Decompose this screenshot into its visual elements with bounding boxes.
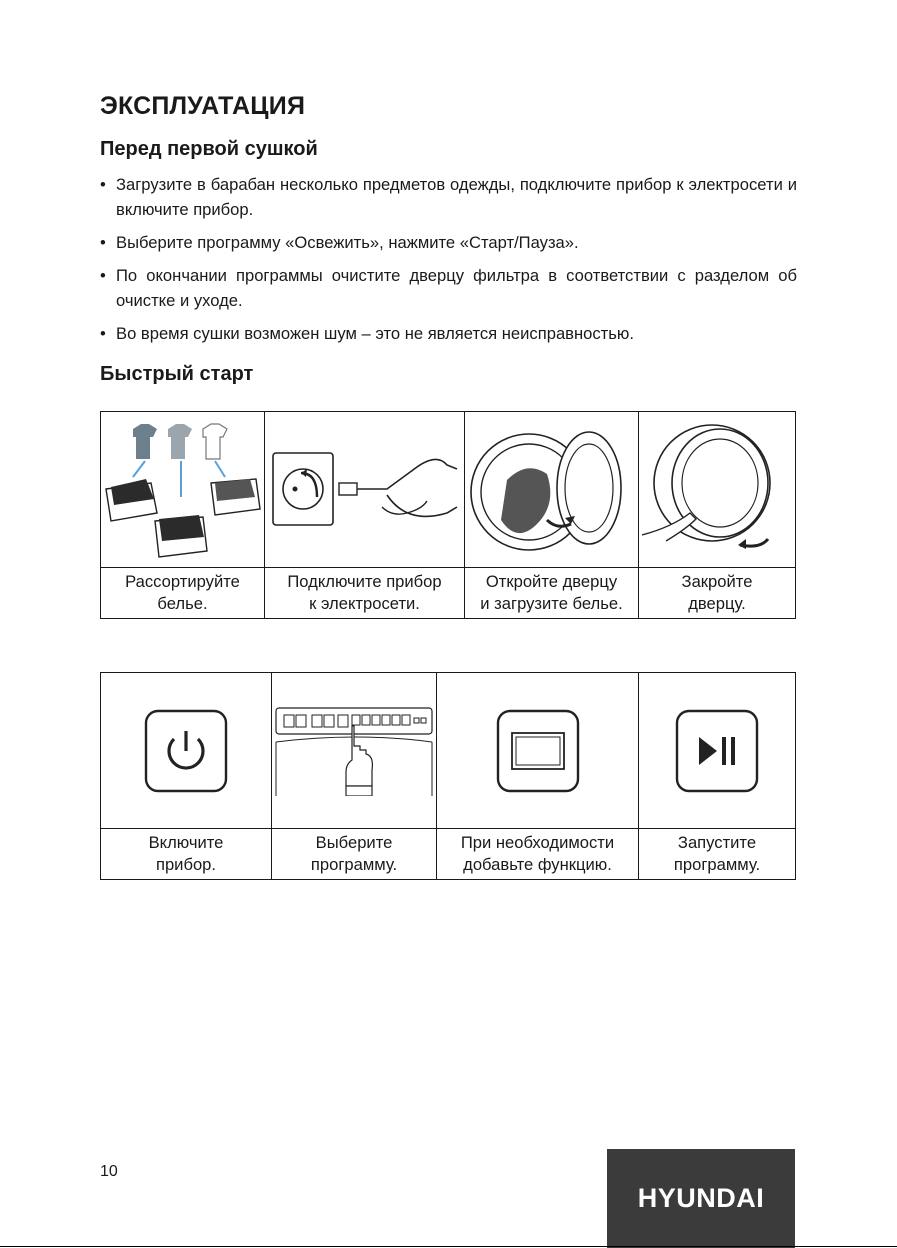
brand-logo: HYUNDAI — [607, 1149, 795, 1248]
step-caption: Выберите программу. — [272, 829, 437, 880]
section-title: ЭКСПЛУАТАЦИЯ — [100, 92, 306, 120]
page-number: 10 — [100, 1163, 118, 1180]
step-caption: Откройте дверцу и загрузите белье. — [465, 568, 639, 619]
plug-socket-icon — [267, 435, 462, 545]
before-first-heading: Перед первой сушкой — [100, 138, 318, 160]
step-image-cell — [272, 673, 437, 829]
play-pause-icon — [675, 709, 759, 793]
quick-start-table-2 — [100, 672, 796, 880]
bullet-item: • Выберите программу «Освежить», нажмите «Старт/Пауза». — [100, 230, 797, 255]
quick-start-table-1 — [100, 411, 796, 619]
step-caption: Закройте дверцу. — [639, 568, 796, 619]
close-door-icon — [642, 417, 792, 562]
step-caption: Подключите прибор к электросети. — [265, 568, 465, 619]
control-panel-icon — [274, 706, 434, 796]
step-image-cell — [101, 412, 265, 568]
step-image-cell — [639, 412, 796, 568]
step-image-cell — [465, 412, 639, 568]
step-image-cell — [639, 673, 796, 829]
step-caption: Включите прибор. — [101, 829, 272, 880]
before-first-list — [100, 172, 797, 354]
bullet-item: • Во время сушки возможен шум – это не является неисправностью. — [100, 321, 797, 346]
bullet-item: • По окончании программы очистите дверцу фильтра в соответствии с разделом об очистке и уходе. — [100, 263, 797, 313]
sort-laundry-icon — [103, 417, 263, 562]
bullet-item: • Загрузите в барабан несколько предметов одежды, подключите прибор к электросети и включите прибор. — [100, 172, 797, 222]
power-button-icon — [144, 709, 228, 793]
function-button-icon — [496, 709, 580, 793]
step-caption: Запустите программу. — [639, 829, 796, 880]
bottom-rule — [0, 1246, 897, 1247]
step-image-cell — [437, 673, 639, 829]
step-image-cell — [101, 673, 272, 829]
step-caption: Рассортируйте белье. — [101, 568, 265, 619]
quick-start-heading: Быстрый старт — [100, 363, 254, 385]
step-image-cell — [265, 412, 465, 568]
step-caption: При необходимости добавьте функцию. — [437, 829, 639, 880]
open-door-load-icon — [467, 420, 637, 560]
